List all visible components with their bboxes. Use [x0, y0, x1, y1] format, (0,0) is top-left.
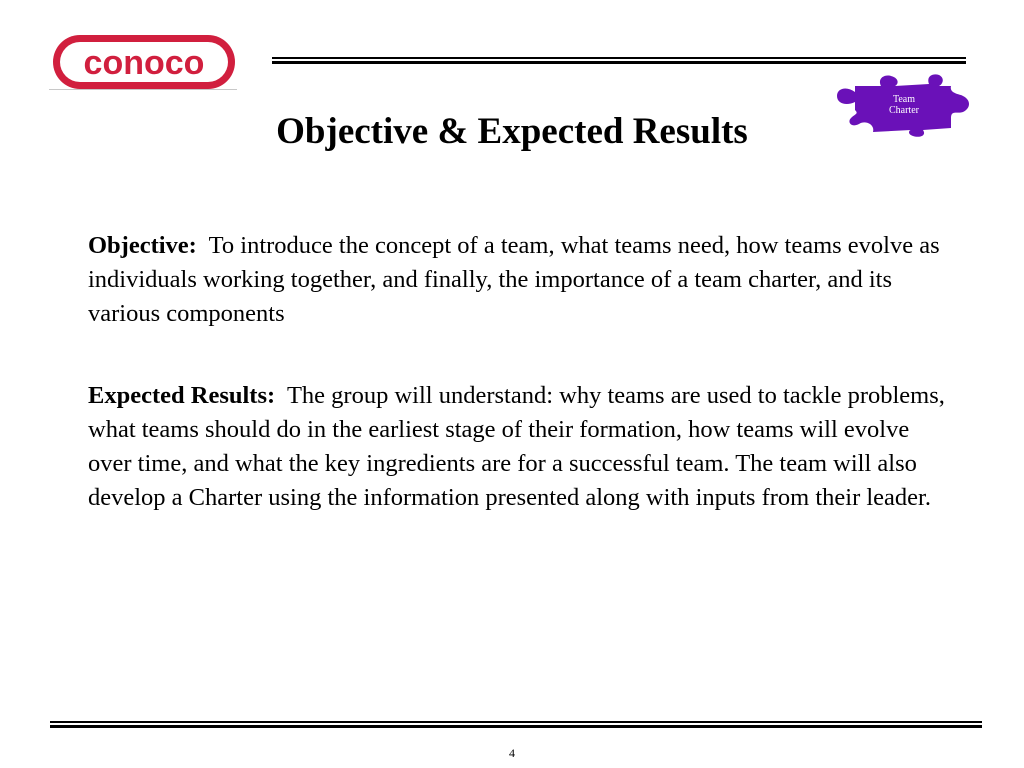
expected-results-paragraph: [88, 379, 948, 515]
header-rule: [272, 57, 966, 64]
expected-results-text: The group will understand: why teams are used to tackle problems, what teams should do in the earliest stage of their formation, how teams will evolve over time, and what the key ingredients are for a successful team. The team will also develop a Charter using the information presented along with inputs from their leader.: [88, 382, 945, 511]
slide-title: Objective & Expected Results: [276, 111, 748, 152]
svg-text:conoco: conoco: [83, 44, 205, 82]
conoco-logo: [49, 32, 239, 92]
footer-rule: [50, 721, 982, 728]
page-number: 4: [509, 746, 515, 760]
objective-text: To introduce the concept of a team, what teams need, how teams evolve as individuals working together, and finally, the importance of a team charter, and its various components: [88, 232, 940, 327]
objective-label: Objective:: [88, 232, 197, 259]
expected-results-label: Expected Results:: [88, 382, 276, 409]
puzzle-label-line1: Team: [892, 94, 916, 105]
logo-underline: [49, 89, 237, 90]
objective-paragraph: [88, 229, 948, 331]
puzzle-label-line2: Charter: [889, 105, 919, 116]
